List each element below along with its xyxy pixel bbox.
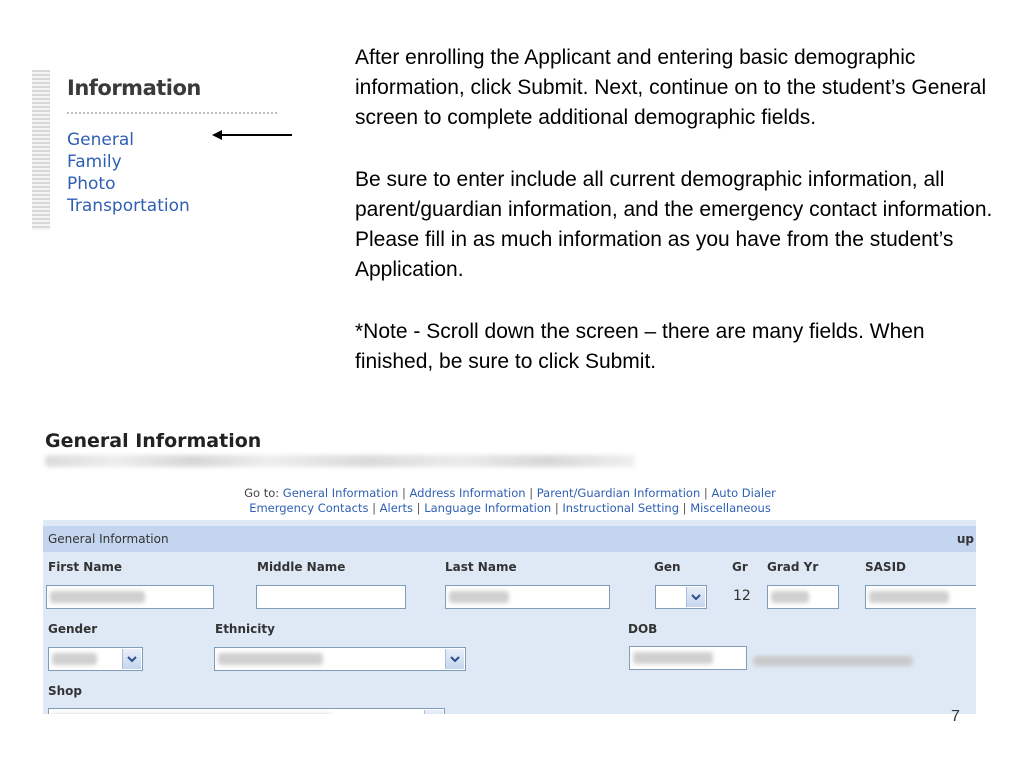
menu-link-photo[interactable]: Photo [67,174,116,194]
chevron-down-icon [424,710,443,714]
blurred-student-info [45,455,635,467]
first-name-input[interactable] [46,585,214,609]
goto-emergency-contacts-link[interactable]: Emergency Contacts [249,501,369,515]
grade-value: 12 [733,588,751,604]
first-name-label: First Name [48,560,123,574]
generation-select[interactable] [655,585,707,609]
goto-alerts-link[interactable]: Alerts [379,501,414,515]
sasid-label: SASID [865,560,906,574]
ethnicity-select[interactable] [214,647,466,671]
goto-language-information-link[interactable]: Language Information [424,501,552,515]
goto-row-1: Go to: General Information | Address Information | Parent/Guardian Information | Auto Dialer [244,486,776,500]
chevron-down-icon [445,649,464,669]
chevron-down-icon [686,587,705,607]
ethnicity-label: Ethnicity [215,622,275,636]
grade-label: Gr [732,560,748,574]
shop-label: Shop [48,684,83,698]
goto-miscellaneous-link[interactable]: Miscellaneous [690,501,771,515]
instruction-paragraph-3: *Note - Scroll down the screen – there are many fields. When finished, be sure to click Submit. [355,320,925,373]
goto-navigation [45,486,975,516]
last-name-label: Last Name [445,560,517,574]
gender-label: Gender [48,622,98,636]
menu-link-general[interactable]: General [67,130,134,150]
dob-format-hint [753,656,913,666]
generation-label: Gen [654,560,681,574]
information-menu [32,68,292,232]
shop-select[interactable] [48,708,445,714]
goto-address-information-link[interactable]: Address Information [409,486,526,500]
last-name-input[interactable] [445,585,610,609]
information-links [67,129,190,217]
middle-name-label: Middle Name [257,560,346,574]
menu-stripe [32,70,50,230]
dob-input[interactable] [629,646,747,670]
goto-auto-dialer-link[interactable]: Auto Dialer [711,486,776,500]
dotted-divider [67,112,277,114]
goto-parent-guardian-link[interactable]: Parent/Guardian Information [536,486,701,500]
sasid-input[interactable] [865,585,976,609]
goto-row-2: Emergency Contacts | Alerts | Language Information | Instructional Setting | Miscellaneous [249,501,771,515]
middle-name-input[interactable] [256,585,406,609]
general-information-panel [43,520,976,714]
chevron-down-icon [122,649,141,669]
menu-link-family[interactable]: Family [67,152,122,172]
panel-title: General Information [48,532,169,546]
dob-label: DOB [628,622,658,636]
information-menu-title: Information [67,76,201,100]
gender-select[interactable] [48,647,143,671]
menu-link-transportation[interactable]: Transportation [67,196,190,216]
goto-instructional-setting-link[interactable]: Instructional Setting [562,501,679,515]
instruction-paragraph-1: After enrolling the Applicant and entering basic demographic information, click Submit. Next, continue on to the student’s General screen to complete additional demographic fields. [355,46,987,129]
goto-label: Go to: [244,486,280,500]
panel-header [43,526,976,552]
instruction-paragraph-2: Be sure to enter include all current demographic information, all parent/guardian information, and the emergency contact information. Please fill in as much information as you have from the student’s Application. [355,168,993,281]
slide-page-number: 7 [951,708,960,725]
panel-header-clipped-text: up [956,532,974,546]
grad-year-input[interactable] [767,585,839,609]
instruction-text [355,43,1005,377]
general-information-heading: General Information [45,430,262,452]
left-arrow-icon [212,128,292,142]
grad-year-label: Grad Yr [767,560,819,574]
goto-general-information-link[interactable]: General Information [282,486,399,500]
